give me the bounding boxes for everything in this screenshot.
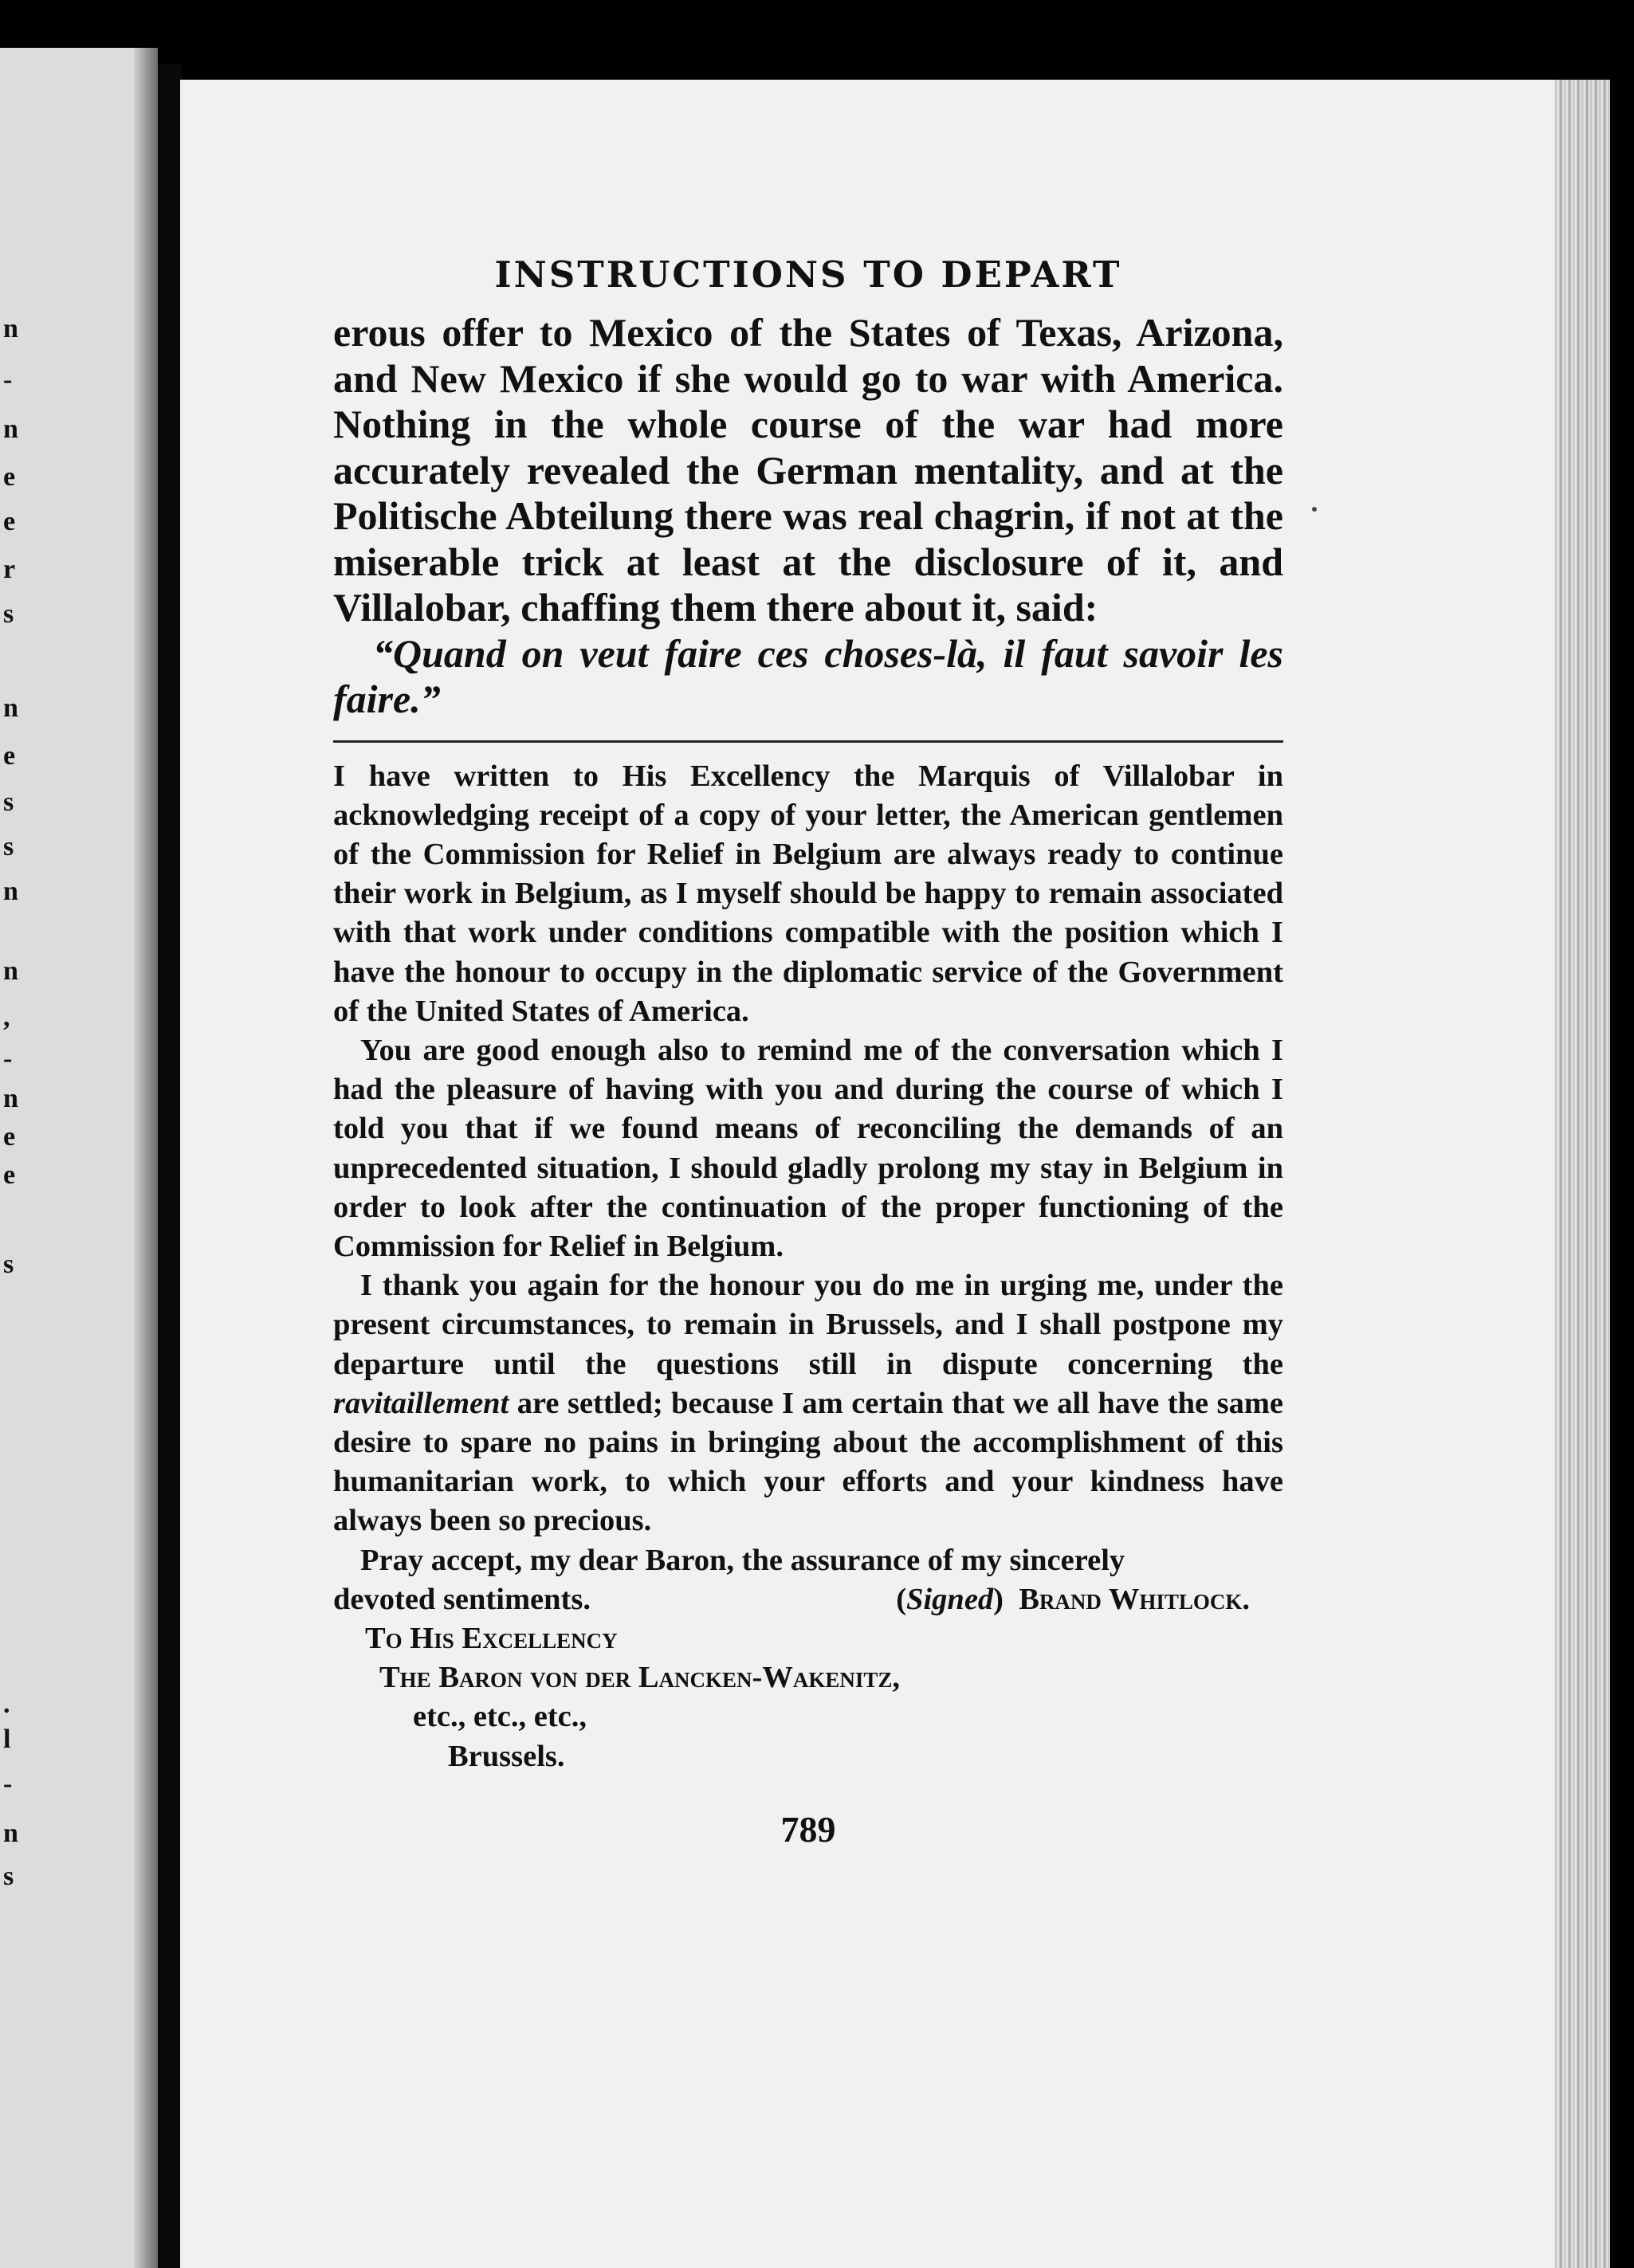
book-gutter — [158, 64, 182, 2268]
letter-paragraph-1: I have written to His Excellency the Marquis of Villalobar in acknowledging receipt of a copy of your letter, the American gentlemen of the Commission for Relief in Belgium are always ready to continue their work in Belgium, as I myself should be happy to remain associated with that work under conditions compatible with the position which I have the honour to occupy in the diplomatic service of the Government of the United States of America. — [333, 759, 1283, 1028]
letter-paragraph-3 — [333, 1266, 1283, 1540]
left-page-edge — [134, 48, 158, 2268]
margin-letter: e — [3, 507, 16, 536]
margin-letter: - — [3, 1044, 13, 1073]
margin-letter: . — [3, 1689, 10, 1719]
margin-letter: n — [3, 693, 18, 723]
margin-letter: s — [3, 1862, 14, 1891]
letter-paragraph-2: You are good enough also to remind me of the conversation which I had the pleasure of having with you and during the course of which I told you that if we found means of reconciling the demands of an unprecedented situation, I should gladly prolong my stay in Belgium in order to look after the continuation of the proper functioning of the Commission for Relief in Belgium. — [333, 1033, 1283, 1263]
margin-letter: n — [3, 414, 18, 444]
margin-letter: s — [3, 832, 14, 861]
letter-paragraph-3-start: I thank you again for the honour you do me in urging me, under the present circumstances, to remain in Brussels, and I shall postpone my departure until the questions still in dispute concerning the — [333, 1269, 1283, 1381]
letter-closing: Pray accept, my dear Baron, the assurance of my sincerely — [360, 1543, 1125, 1577]
signature-block: (Signed) Brand Whitlock. — [896, 1582, 1250, 1616]
margin-letter: n — [3, 1084, 18, 1113]
main-paragraph: erous offer to Mexico of the States of Texas, Arizona, and New Mexico if she would go to war with America. Nothing in the whole course of the war had more accurately revealed the German mentality, and at the Politische Abteilung there was real chagrin, if not at the miserable trick at least at the disclosure of it, and Villalobar, chaffing them there about it, said: — [333, 310, 1283, 630]
signed-label: Signed — [906, 1582, 994, 1616]
margin-letter: e — [3, 1122, 16, 1152]
margin-letter: s — [3, 787, 14, 817]
margin-letter: s — [3, 599, 14, 629]
margin-letter: - — [3, 1769, 13, 1799]
address-line-2: The Baron von der Lancken-Wakenitz, — [379, 1661, 900, 1695]
margin-letter: e — [3, 1160, 16, 1190]
page-content — [333, 239, 1283, 1850]
margin-letter: n — [3, 1819, 18, 1848]
section-rule — [333, 740, 1283, 743]
margin-letter: e — [3, 462, 16, 492]
page-stack-edge — [1554, 80, 1610, 2268]
margin-letter: r — [3, 555, 16, 584]
margin-letter: , — [3, 1003, 10, 1032]
margin-letter: l — [3, 1725, 11, 1754]
running-head: INSTRUCTIONS TO DEPART — [494, 253, 1122, 296]
margin-letter: - — [3, 365, 13, 394]
address-line-4: Brussels. — [448, 1739, 565, 1773]
margin-letter: n — [3, 314, 18, 343]
left-page-fragment — [0, 48, 150, 2268]
signature-line — [333, 1580, 1283, 1619]
address-line-3: etc., etc., etc., — [413, 1700, 587, 1734]
french-quote: “Quand on veut faire ces choses-là, il faut savoir les faire.” — [333, 630, 1283, 721]
signatory-name: Brand Whitlock. — [1019, 1582, 1250, 1616]
margin-letter: n — [3, 877, 18, 906]
dust-speck — [1312, 507, 1317, 512]
margin-letter: s — [3, 1250, 14, 1279]
margin-letter: n — [3, 956, 18, 986]
ravitaillement-term: ravitaillement — [333, 1386, 509, 1420]
letter-paragraph-3-end: are settled; because I am certain that we all have the same desire to spare no pains in bringing about the accomplishment of this humanitarian work, to which your efforts and your kindness have always been so precious. — [333, 1386, 1283, 1538]
margin-letter: e — [3, 741, 16, 771]
page-number: 789 — [780, 1808, 836, 1850]
closing-end: devoted sentiments. — [333, 1582, 591, 1616]
address-line-1: To His Excellency — [365, 1621, 618, 1655]
